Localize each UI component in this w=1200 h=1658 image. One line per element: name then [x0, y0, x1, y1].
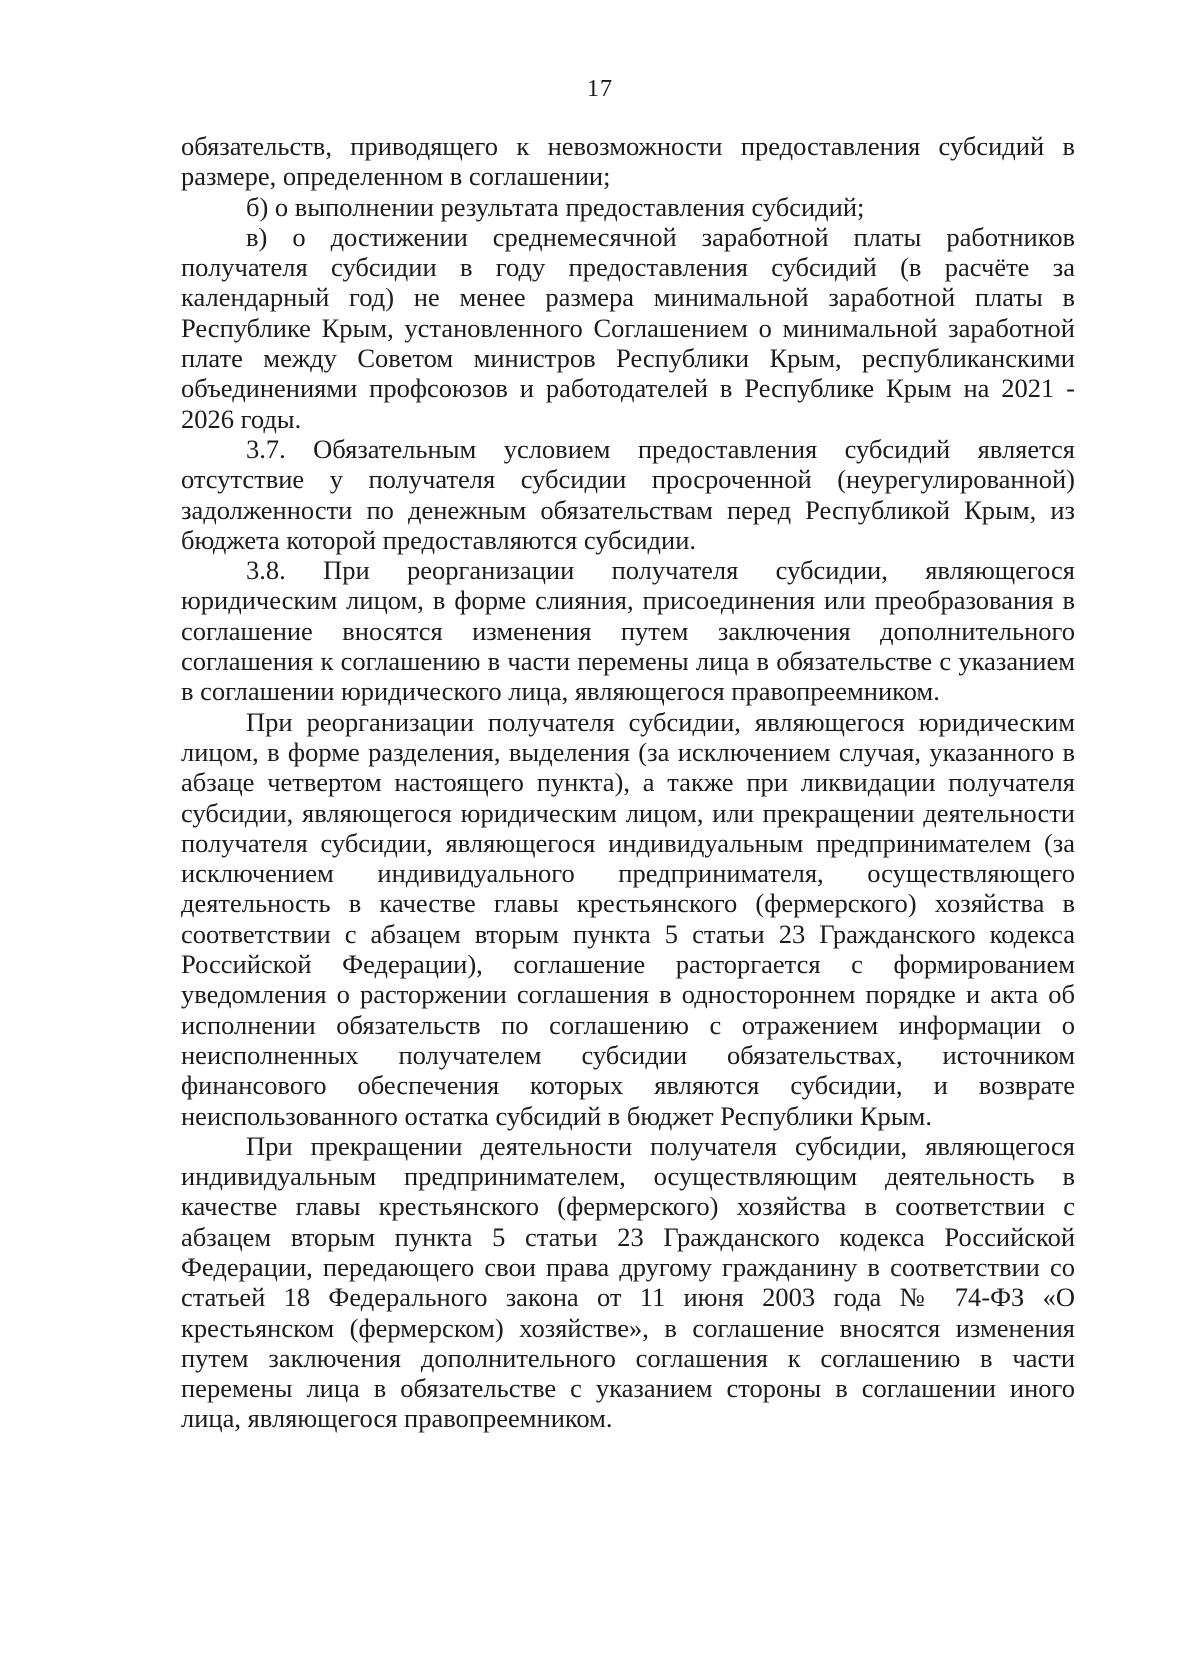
paragraph-farm-succession: При прекращении деятельности получателя субсидии, являющегося индивидуальным предпринимателем, осуществляющим деятельность в качестве главы крестьянского (фермерского) хозяйства в соответствии с абзацем вторым пункта 5 статьи 23 Гражданского кодекса Российской Федерации, передающего свои права другому гражданину в соответствии со статьей 18 Федерального закона от 11 июня 2003 года № 74-ФЗ «О крестьянском (фермерском) хозяйстве», в соглашение вносятся изменения путем заключения дополнительного соглашения к соглашению в части перемены лица в обязательстве с указанием стороны в соглашении иного лица, являющегося правопреемником.	[181, 1130, 1075, 1434]
paragraph-obligations-continuation: обязательств, приводящего к невозможности предоставления субсидий в размере, определенном в соглашении;	[181, 131, 1075, 192]
page-number: 17	[587, 76, 613, 102]
paragraph-clause-3-7: 3.7. Обязательным условием предоставления субсидий является отсутствие у получателя субсидии просроченной (неурегулированной) задолженности по денежным обязательствам перед Республикой Крым, из бюджета которой предоставляются субсидии.	[181, 433, 1075, 555]
paragraph-reorganization-termination: При реорганизации получателя субсидии, являющегося юридическим лицом, в форме разделения, выделения (за исключением случая, указанного в абзаце четвертом настоящего пункта), а также при ликвидации получателя субсидии, являющегося юридическим лицом, или прекращении деятельности получателя субсидии, являющегося индивидуальным предпринимателем (за исключением индивидуального предпринимателя, осуществляющего деятельность в качестве главы крестьянского (фермерского) хозяйства в соответствии с абзацем вторым пункта 5 статьи 23 Гражданского кодекса Российской Федерации), соглашение расторгается с формированием уведомления о расторжении соглашения в одностороннем порядке и акта об исполнении обязательств по соглашению с отражением информации о неисполненных получателем субсидии обязательствах, источником финансового обеспечения которых являются субсидии, и возврате неиспользованного остатка субсидий в бюджет Республики Крым.	[181, 706, 1075, 1131]
paragraph-item-b: б) о выполнении результата предоставления субсидий;	[246, 191, 865, 222]
document-body	[181, 131, 1075, 1434]
paragraph-clause-3-8: 3.8. При реорганизации получателя субсидии, являющегося юридическим лицом, в форме слияния, присоединения или преобразования в соглашение вносятся изменения путем заключения дополнительного соглашения к соглашению в части перемены лица в обязательстве с указанием в соглашении юридического лица, являющегося правопреемником.	[181, 555, 1075, 707]
paragraph-item-v: в) о достижении среднемесячной заработной платы работников получателя субсидии в году предоставления субсидий (в расчёте за календарный год) не менее размера минимальной заработной платы в Республике Крым, установленного Соглашением о минимальной заработной плате между Советом министров Республики Крым, республиканскими объединениями профсоюзов и работодателей в Республике Крым на 2021 - 2026 годы.	[181, 221, 1075, 434]
